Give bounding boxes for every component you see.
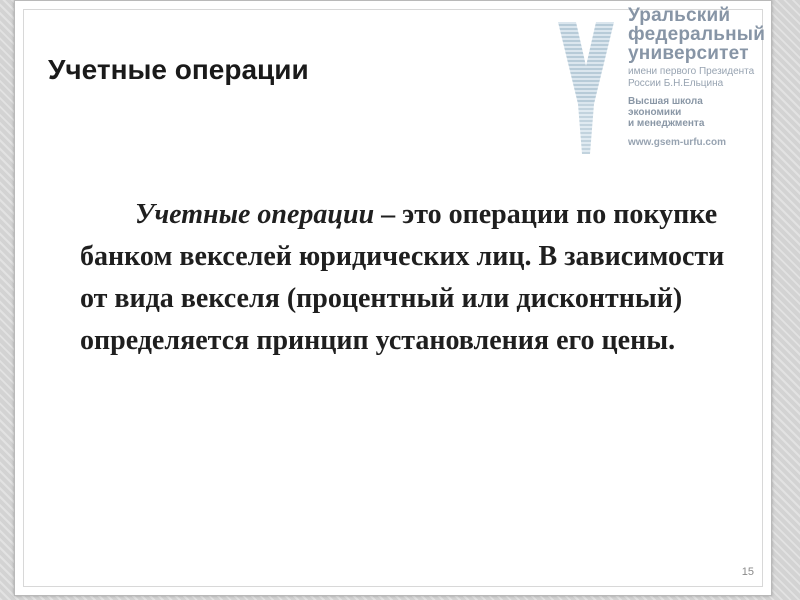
logo-named-line-1: имени первого Президента — [628, 66, 755, 77]
university-logo — [556, 5, 766, 156]
logo-school-line-1: Высшая школа — [628, 96, 703, 107]
logo-university-line-2: федеральный — [628, 24, 766, 45]
logo-university-line-3: университет — [628, 43, 749, 64]
logo-website: www.gsem-urfu.com — [628, 137, 726, 148]
logo-school-line-3: и менеджмента — [628, 118, 705, 129]
logo-school-line-2: экономики — [628, 107, 682, 118]
logo-text-block — [628, 6, 768, 149]
definition-paragraph — [80, 194, 740, 362]
page-number: 15 — [741, 566, 754, 578]
logo-named-after — [628, 66, 768, 90]
logo-university-line-1: Уральский — [628, 5, 731, 26]
logo-school — [628, 96, 768, 129]
definition-text: – это операции по покупке банком векселей юридических лиц. В зависимости от вида векселя (процентный или дисконтный) определяется принцип установления его цены. — [80, 199, 725, 356]
slide-title: Учетные операции — [48, 54, 309, 85]
urfu-logo-mark-icon — [556, 8, 616, 156]
definition-term: Учетные операции — [135, 199, 375, 230]
logo-named-line-2: России Б.Н.Ельцина — [628, 78, 724, 89]
